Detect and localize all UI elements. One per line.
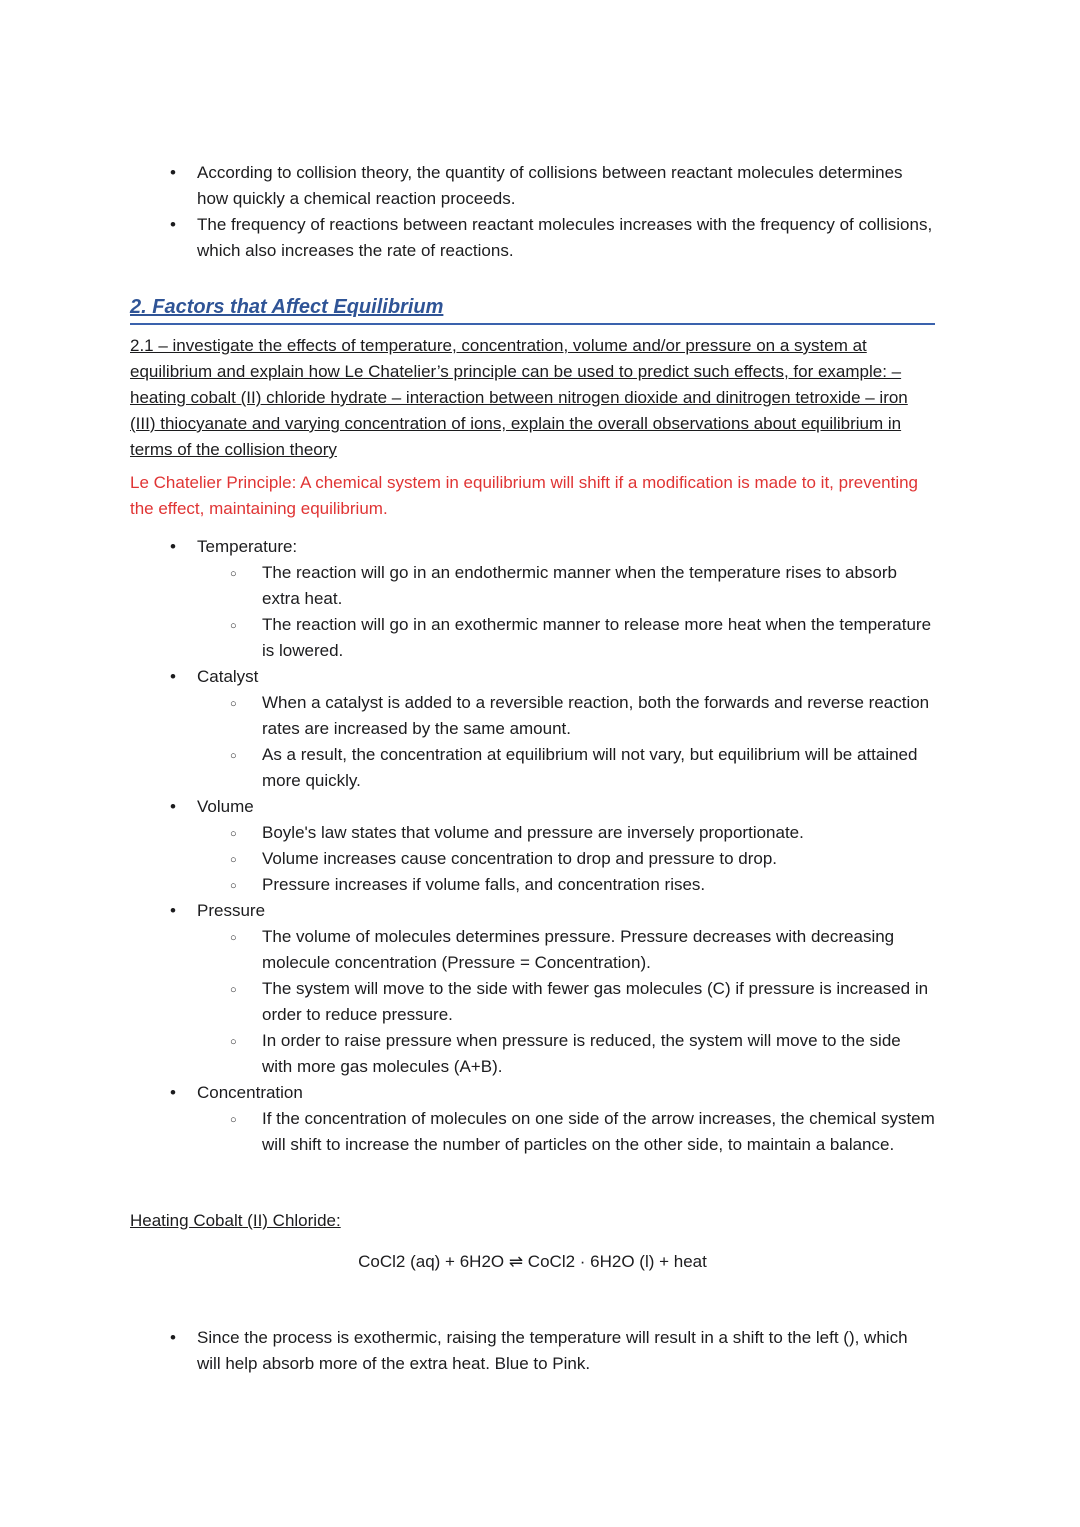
conclusion-bullet-list [130, 1325, 935, 1377]
factor-label: • Pressure [197, 901, 266, 920]
list-item: • Since the process is exothermic, raising the temperature will result in a shift to the left (), which will help absorb more of the extra heat. Blue to Pink. [130, 1325, 935, 1377]
list-item: • According to collision theory, the quantity of collisions between reactant molecules determines how quickly a chemical reaction proceeds. [130, 160, 935, 212]
intro-bullet-list [130, 160, 935, 264]
factor-catalyst [130, 664, 935, 794]
list-item: ○ When a catalyst is added to a reversible reaction, both the forwards and reverse reaction rates are increased by the same amount. [197, 690, 935, 742]
syllabus-objective: 2.1 – investigate the effects of temperature, concentration, volume and/or pressure on a system at equilibrium and explain how Le Chatelier’s principle can be used to predict such effects, for example: – heating cobalt (II) chloride hydrate – interaction between nitrogen dioxide and dinitrogen tetroxide – iron (III) thiocyanate and varying concentration of ions, explain the overall observations about equilibrium in terms of the collision theory [130, 336, 908, 459]
list-item: ○ The reaction will go in an endothermic manner when the temperature rises to absorb extra heat. [197, 560, 935, 612]
list-item: ○ The system will move to the side with fewer gas molecules (C) if pressure is increased in order to reduce pressure. [197, 976, 935, 1028]
sub-bullet-list [197, 820, 935, 898]
factor-temperature [130, 534, 935, 664]
list-item: ○ As a result, the concentration at equilibrium will not vary, but equilibrium will be attained more quickly. [197, 742, 935, 794]
factor-label: • Concentration [197, 1083, 303, 1102]
sub-bullet-list [197, 690, 935, 794]
factors-bullet-list [130, 534, 935, 1158]
sub-bullet-list [197, 1106, 935, 1158]
list-item: ○ The reaction will go in an exothermic manner to release more heat when the temperature is lowered. [197, 612, 935, 664]
factor-concentration [130, 1080, 935, 1158]
factor-volume [130, 794, 935, 898]
list-item: ○ If the concentration of molecules on one side of the arrow increases, the chemical system will shift to increase the number of particles on the other side, to maintain a balance. [197, 1106, 935, 1158]
cobalt-subheading: Heating Cobalt (II) Chloride: [130, 1211, 341, 1230]
factor-label: • Volume [197, 797, 254, 816]
list-item: • The frequency of reactions between reactant molecules increases with the frequency of collisions, which also increases the rate of reactions. [130, 212, 935, 264]
list-item: ○ Pressure increases if volume falls, and concentration rises. [197, 872, 935, 898]
sub-bullet-list [197, 560, 935, 664]
factor-label: • Temperature: [197, 537, 298, 556]
section-heading: 2. Factors that Affect Equilibrium [130, 294, 935, 325]
list-item: ○ The volume of molecules determines pressure. Pressure decreases with decreasing molecule concentration (Pressure = Concentration). [197, 924, 935, 976]
le-chatelier-principle: Le Chatelier Principle: A chemical system in equilibrium will shift if a modification is made to it, preventing the effect, maintaining equilibrium. [130, 473, 919, 518]
list-item: ○ Volume increases cause concentration to drop and pressure to drop. [197, 846, 935, 872]
list-item: ○ In order to raise pressure when pressure is reduced, the system will move to the side with more gas molecules (A+B). [197, 1028, 935, 1080]
factor-pressure [130, 898, 935, 1080]
list-item: ○ Boyle's law states that volume and pressure are inversely proportionate. [197, 820, 935, 846]
factor-label: • Catalyst [197, 667, 259, 686]
chemical-equation: CoCl2 (aq) + 6H2O ⇌ CoCl2 · 6H2O (l) + heat [358, 1252, 707, 1271]
sub-bullet-list [197, 924, 935, 1080]
